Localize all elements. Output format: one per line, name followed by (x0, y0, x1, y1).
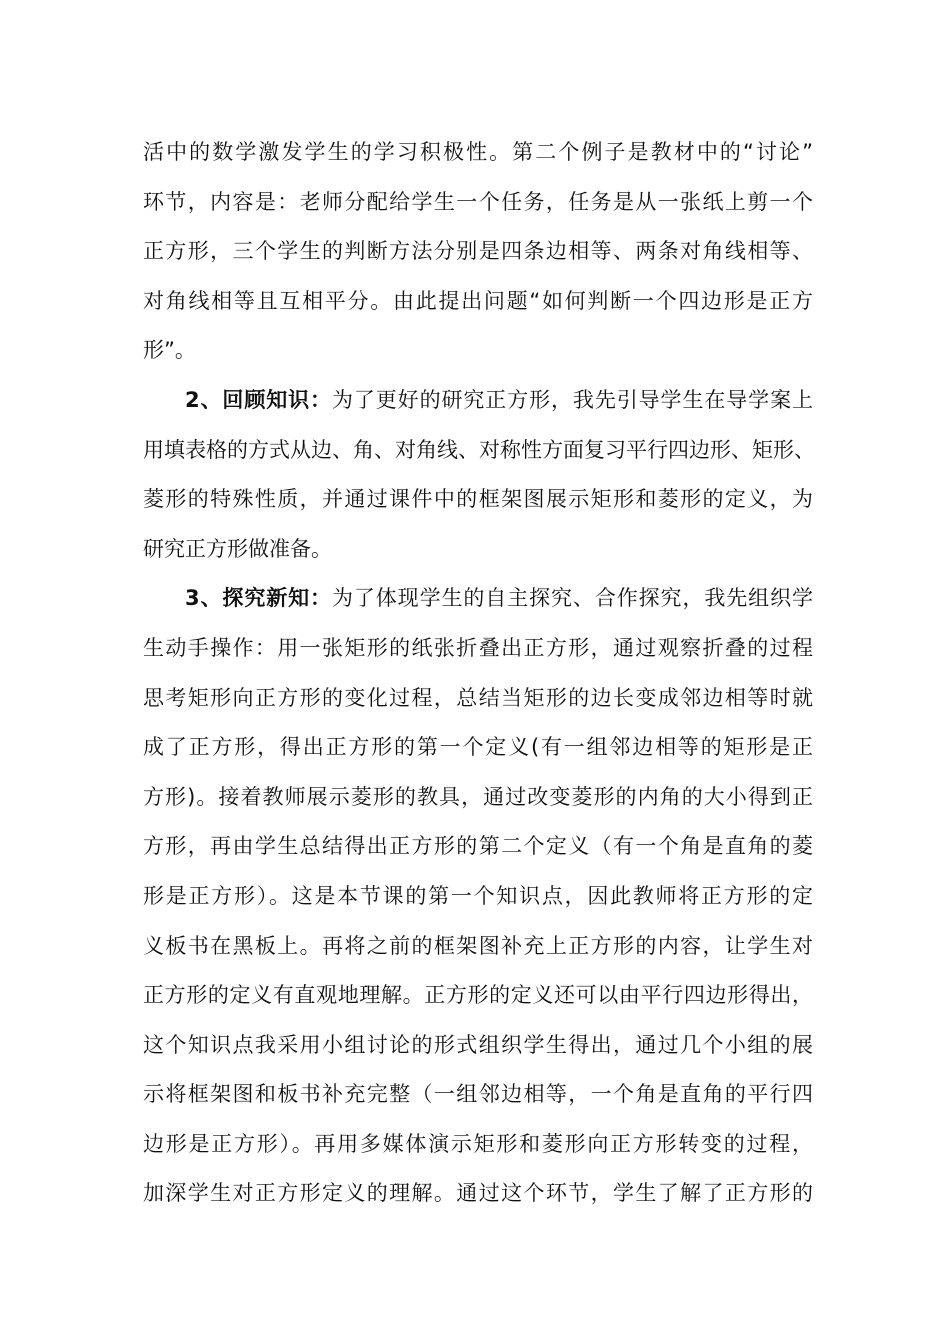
paragraph-review-knowledge (143, 376, 813, 574)
document-body (143, 128, 813, 1219)
text-line: 成了正方形，得出正方形的第一个定义(有一组邻边相等的矩形是正 (143, 735, 813, 760)
text-line: 研究正方形做准备。 (143, 536, 332, 561)
text-line: 形”。 (143, 338, 196, 363)
text-span: 为了体现学生的自主探究、合作探究，我先组织学 (331, 586, 813, 611)
section-heading-review: 2、回顾知识： (185, 387, 332, 412)
text-line: 这个知识点我采用小组讨论的形式组织学生得出，通过几个小组的展 (143, 1032, 813, 1057)
text-line: 义板书在黑板上。再将之前的框架图补充上正方形的内容，让学生对 (143, 933, 813, 958)
text-line: 边形是正方形）。再用多媒体演示矩形和菱形向正方形转变的过程， (143, 1131, 813, 1156)
text-line: 示将框架图和板书补充完整（一组邻边相等，一个角是直角的平行四 (143, 1082, 813, 1107)
text-line: 对角线相等且互相平分。由此提出问题“如何判断一个四边形是正方 (143, 288, 813, 313)
text-line: 菱形的特殊性质，并通过课件中的框架图展示矩形和菱形的定义，为 (143, 487, 813, 512)
text-line (143, 574, 813, 624)
text-line (143, 376, 813, 426)
text-line: 加深学生对正方形定义的理解。通过这个环节，学生了解了正方形的 (143, 1181, 813, 1206)
paragraph-explore-new-knowledge (143, 574, 813, 1219)
section-heading-explore: 3、探究新知： (185, 586, 332, 611)
text-line: 生动手操作：用一张矩形的纸张折叠出正方形，通过观察折叠的过程 (143, 635, 813, 660)
paragraph-intro-continuation (143, 128, 813, 376)
text-line: 思考矩形向正方形的变化过程，总结当矩形的边长变成邻边相等时就 (143, 685, 813, 710)
text-span: 为了更好的研究正方形，我先引导学生在导学案上 (331, 387, 813, 412)
text-line: 方形)。接着教师展示菱形的教具，通过改变菱形的内角的大小得到正 (143, 784, 813, 809)
text-line: 正方形的定义有直观地理解。正方形的定义还可以由平行四边形得出， (143, 983, 813, 1008)
text-line: 活中的数学激发学生的学习积极性。第二个例子是教材中的“讨论” (143, 140, 813, 164)
text-line: 环节，内容是：老师分配给学生一个任务，任务是从一张纸上剪一个 (143, 189, 813, 214)
text-line: 正方形，三个学生的判断方法分别是四条边相等、两条对角线相等、 (143, 239, 813, 264)
text-line: 形是正方形）。这是本节课的第一个知识点，因此教师将正方形的定 (143, 883, 813, 908)
text-line: 用填表格的方式从边、角、对角线、对称性方面复习平行四边形、矩形、 (143, 437, 815, 462)
text-line: 方形，再由学生总结得出正方形的第二个定义（有一个角是直角的菱 (143, 834, 813, 859)
